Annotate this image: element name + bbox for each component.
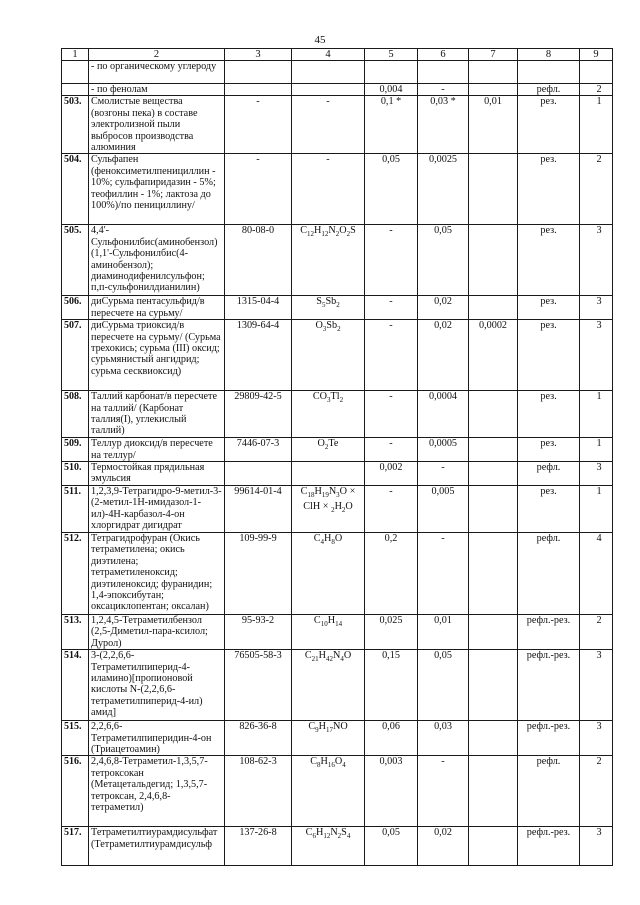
value-col7: 0,01 [469, 96, 518, 154]
value-col7 [469, 756, 518, 827]
limiting-indicator: рефл.-рез. [518, 614, 580, 649]
chemical-formula: - [292, 96, 365, 154]
hazard-class: 1 [580, 96, 613, 154]
value-col5: 0,003 [365, 756, 418, 827]
hazard-class: 3 [580, 225, 613, 296]
hazard-class: 2 [580, 614, 613, 649]
value-col7 [469, 614, 518, 649]
table-row [62, 438, 613, 462]
table-row [62, 84, 613, 96]
row-number: 504. [62, 154, 89, 225]
hazard-class: 3 [580, 462, 613, 486]
table-row [62, 391, 613, 438]
substance-name: диСурьма триоксид/в пересчете на сурьму/ (Сурьма трехокись; сурьма (III) оксид; сурьмянистый ангидрид; сурьма сесквиоксид) [89, 320, 225, 391]
value-col5: 0,1 * [365, 96, 418, 154]
column-header: 8 [518, 49, 580, 61]
value-col6: 0,02 [418, 296, 469, 320]
cas-number: - [225, 154, 292, 225]
cas-number: 7446-07-3 [225, 438, 292, 462]
value-col5: 0,025 [365, 614, 418, 649]
table-row [62, 721, 613, 756]
limiting-indicator: рефл.-рез. [518, 721, 580, 756]
row-number [62, 84, 89, 96]
substances-table [61, 48, 613, 866]
row-number: 514. [62, 650, 89, 721]
column-header: 2 [89, 49, 225, 61]
cas-number: 80-08-0 [225, 225, 292, 296]
limiting-indicator: рез. [518, 438, 580, 462]
limiting-indicator: рефл. [518, 462, 580, 486]
value-col6: - [418, 532, 469, 614]
value-col7 [469, 296, 518, 320]
limiting-indicator [518, 61, 580, 84]
row-number: 506. [62, 296, 89, 320]
column-header: 5 [365, 49, 418, 61]
hazard-class: 3 [580, 650, 613, 721]
value-col7 [469, 827, 518, 866]
table-row [62, 614, 613, 649]
row-number: 511. [62, 485, 89, 532]
cas-number: 29809-42-5 [225, 391, 292, 438]
column-header: 9 [580, 49, 613, 61]
cas-number: 99614-01-4 [225, 485, 292, 532]
substance-name: 2,4,6,8-Тетраметил-1,3,5,7-тетроксокан (Метацетальдегид; 1,3,5,7-тетроксан, 2,4,6,8-тетраметил) [89, 756, 225, 827]
hazard-class: 2 [580, 84, 613, 96]
value-col5: - [365, 438, 418, 462]
value-col5: 0,05 [365, 154, 418, 225]
limiting-indicator: рефл. [518, 532, 580, 614]
chemical-formula [292, 84, 365, 96]
value-col7 [469, 438, 518, 462]
hazard-class: 3 [580, 827, 613, 866]
hazard-class: 3 [580, 296, 613, 320]
substance-name: Теллур диоксид/в пересчете на теллур/ [89, 438, 225, 462]
hazard-class: 2 [580, 756, 613, 827]
value-col6: 0,005 [418, 485, 469, 532]
value-col7 [469, 532, 518, 614]
substance-name: Сульфапен (феноксиметилпенициллин - 10%; сульфапиридазин - 5%; теофиллин - 1%; лактоза до 100%)/по пенициллину/ [89, 154, 225, 225]
chemical-formula: $C_{12}H_{12}N_2O_2S$ [292, 225, 365, 296]
value-col7 [469, 61, 518, 84]
table-row [62, 225, 613, 296]
chemical-formula: $C_{10}H_{14}$ [292, 614, 365, 649]
limiting-indicator: рез. [518, 485, 580, 532]
column-header: 3 [225, 49, 292, 61]
chemical-formula: $S_5Sb_2$ [292, 296, 365, 320]
cas-number [225, 61, 292, 84]
row-number: 510. [62, 462, 89, 486]
value-col5: 0,15 [365, 650, 418, 721]
value-col7 [469, 84, 518, 96]
table-row [62, 650, 613, 721]
substance-name: - по органическому углероду [89, 61, 225, 84]
value-col6: 0,03 * [418, 96, 469, 154]
row-number: 505. [62, 225, 89, 296]
row-number: 503. [62, 96, 89, 154]
hazard-class: 1 [580, 391, 613, 438]
row-number: 515. [62, 721, 89, 756]
table-row [62, 485, 613, 532]
cas-number: 95-93-2 [225, 614, 292, 649]
chemical-formula [292, 462, 365, 486]
limiting-indicator: рез. [518, 320, 580, 391]
chemical-formula: $O_3Sb_2$ [292, 320, 365, 391]
value-col6: - [418, 84, 469, 96]
substance-name: - по фенолам [89, 84, 225, 96]
row-number: 507. [62, 320, 89, 391]
value-col5: - [365, 225, 418, 296]
cas-number: 826-36-8 [225, 721, 292, 756]
chemical-formula: $C_{21}H_{42}N_4O$ [292, 650, 365, 721]
page-number: 45 [314, 34, 326, 46]
chemical-formula: - [292, 154, 365, 225]
cas-number [225, 84, 292, 96]
value-col5: - [365, 485, 418, 532]
value-col7 [469, 225, 518, 296]
table-row [62, 61, 613, 84]
limiting-indicator: рез. [518, 391, 580, 438]
value-col6: 0,01 [418, 614, 469, 649]
table-row [62, 827, 613, 866]
chemical-formula: $C_4H_8O$ [292, 532, 365, 614]
value-col6: 0,0005 [418, 438, 469, 462]
substance-name: 1,2,4,5-Тетраметилбензол (2,5-Диметил-пара-ксилол; Дурол) [89, 614, 225, 649]
value-col6: 0,02 [418, 827, 469, 866]
chemical-formula [292, 61, 365, 84]
chemical-formula: $O_2Te$ [292, 438, 365, 462]
value-col6: 0,02 [418, 320, 469, 391]
chemical-formula: $C_9H_{17}NO$ [292, 721, 365, 756]
substance-name: 1,2,3,9-Тетрагидро-9-метил-3-(2-метил-1Н-имидазол-1-ил)-4Н-карбазол-4-он хлоргидрат дигидрат [89, 485, 225, 532]
hazard-class: 3 [580, 320, 613, 391]
table-row [62, 532, 613, 614]
row-number: 516. [62, 756, 89, 827]
substance-name: 4,4'-Сульфонилбис(аминобензол) (1,1'-Сульфонилбис(4-аминобензол); диаминодифенилсульфон; п,п-сульфонилдианилин) [89, 225, 225, 296]
value-col7 [469, 721, 518, 756]
row-number: 517. [62, 827, 89, 866]
cas-number: 109-99-9 [225, 532, 292, 614]
value-col5: - [365, 391, 418, 438]
table-row [62, 756, 613, 827]
cas-number: 1309-64-4 [225, 320, 292, 391]
cas-number: 137-26-8 [225, 827, 292, 866]
value-col5 [365, 61, 418, 84]
value-col7 [469, 462, 518, 486]
value-col7 [469, 154, 518, 225]
substance-name: 2,2,6,6-Тетраметилпиперидин-4-он (Триацетоамин) [89, 721, 225, 756]
value-col6: 0,03 [418, 721, 469, 756]
limiting-indicator: рез. [518, 96, 580, 154]
row-number: 509. [62, 438, 89, 462]
hazard-class: 4 [580, 532, 613, 614]
column-header: 6 [418, 49, 469, 61]
row-number: 512. [62, 532, 89, 614]
value-col5: 0,002 [365, 462, 418, 486]
hazard-class: 2 [580, 154, 613, 225]
table-row [62, 96, 613, 154]
hazard-class: 3 [580, 721, 613, 756]
chemical-formula: $C_6H_{12}N_2S_4$ [292, 827, 365, 866]
cas-number: 1315-04-4 [225, 296, 292, 320]
table-row [62, 320, 613, 391]
value-col6: 0,05 [418, 650, 469, 721]
value-col5: 0,06 [365, 721, 418, 756]
header-row [62, 49, 613, 61]
table-row [62, 296, 613, 320]
column-header: 1 [62, 49, 89, 61]
column-header: 7 [469, 49, 518, 61]
limiting-indicator: рефл.-рез. [518, 650, 580, 721]
cas-number: 108-62-3 [225, 756, 292, 827]
cas-number [225, 462, 292, 486]
hazard-class [580, 61, 613, 84]
cas-number: 76505-58-3 [225, 650, 292, 721]
table-row [62, 154, 613, 225]
value-col5: 0,05 [365, 827, 418, 866]
value-col6: 0,0025 [418, 154, 469, 225]
value-col5: 0,2 [365, 532, 418, 614]
value-col6: - [418, 756, 469, 827]
limiting-indicator: рефл. [518, 756, 580, 827]
value-col7: 0,0002 [469, 320, 518, 391]
substance-name: Тетрагидрофуран (Окись тетраметилена; окись диэтилена; тетраметиленоксид; диэтиленоксид; фуранидин; 1,4-эпоксибутан; оксациклопентан; оксалан) [89, 532, 225, 614]
row-number [62, 61, 89, 84]
limiting-indicator: рез. [518, 225, 580, 296]
hazard-class: 1 [580, 438, 613, 462]
substance-name: Термостойкая прядильная эмульсия [89, 462, 225, 486]
substance-name: Тетраметилтиурамдисульфат (Тетраметилтиурамдисульф [89, 827, 225, 866]
chemical-formula: $C_{18}H_{19}N_3O$ × ClH × $_2H_2O$ [292, 485, 365, 532]
value-col7 [469, 391, 518, 438]
value-col5: - [365, 320, 418, 391]
substance-name: Смолистые вещества (возгоны пека) в составе электролизной пыли выбросов производства алюминия [89, 96, 225, 154]
cas-number: - [225, 96, 292, 154]
row-number: 513. [62, 614, 89, 649]
limiting-indicator: рефл. [518, 84, 580, 96]
substance-name: 3-(2,2,6,6-Тетраметилпиперид-4-иламино)[пропионовой кислоты N-(2,2,6,6-тетраметилпиперид-4-ил) амид] [89, 650, 225, 721]
value-col7 [469, 485, 518, 532]
value-col6: - [418, 462, 469, 486]
substance-name: диСурьма пентасульфид/в пересчете на сурьму/ [89, 296, 225, 320]
substance-name: Таллий карбонат/в пересчете на таллий/ (Карбонат таллия(I), углекислый таллий) [89, 391, 225, 438]
value-col6: 0,0004 [418, 391, 469, 438]
value-col7 [469, 650, 518, 721]
table-row [62, 462, 613, 486]
limiting-indicator: рез. [518, 296, 580, 320]
row-number: 508. [62, 391, 89, 438]
column-header: 4 [292, 49, 365, 61]
chemical-formula: $CO_3Tl_2$ [292, 391, 365, 438]
value-col5: 0,004 [365, 84, 418, 96]
limiting-indicator: рез. [518, 154, 580, 225]
chemical-formula: $C_8H_{16}O_4$ [292, 756, 365, 827]
value-col5: - [365, 296, 418, 320]
hazard-class: 1 [580, 485, 613, 532]
limiting-indicator: рефл.-рез. [518, 827, 580, 866]
value-col6: 0,05 [418, 225, 469, 296]
value-col6 [418, 61, 469, 84]
